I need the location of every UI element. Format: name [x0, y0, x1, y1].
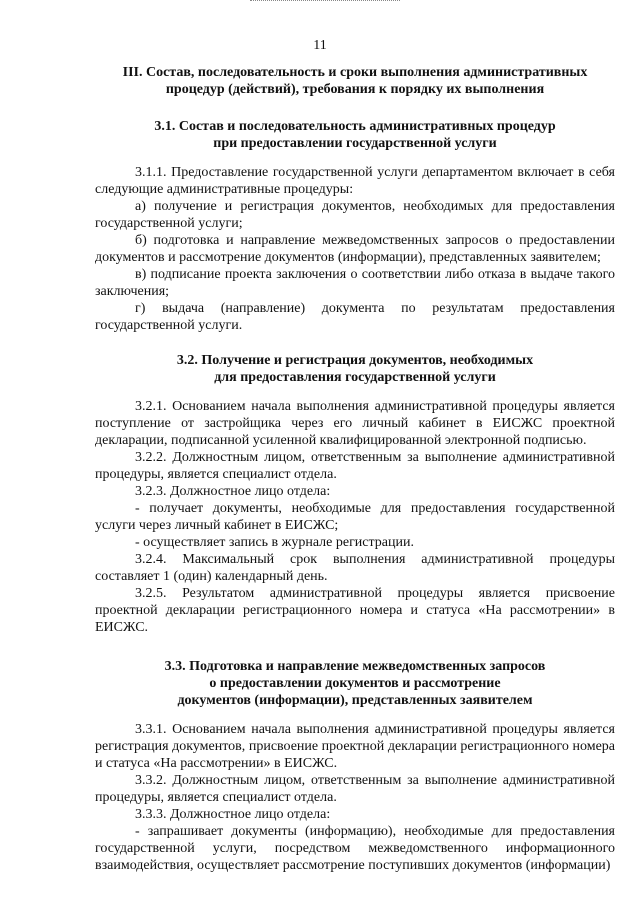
bullet-records-journal: - осуществляет запись в журнале регистрации. [135, 535, 414, 550]
subsection-3-3-title [95, 658, 615, 709]
bullet-requests-documents: - запрашивает документы (информацию), необходимые для предоставления государственной услуги, посредством межведомственного информационного взаимодействия, осуществляет рассмотрение поступивших документов (информации) [95, 824, 615, 873]
list-item-g: г) выдача (направление) документа по результатам предоставления государственной услуги. [95, 301, 615, 333]
paragraph-3-2-4: 3.2.4. Максимальный срок выполнения административной процедуры составляет 1 (один) календарный день. [95, 552, 615, 584]
section-title-line-1: III. Состав, последовательность и сроки выполнения административных [122, 65, 588, 80]
paragraph-3-3-3: 3.3.3. Должностное лицо отдела: [135, 807, 331, 822]
page-number: 11 [313, 38, 327, 53]
paragraph-3-3-2: 3.3.2. Должностным лицом, ответственным за выполнение административной процедуры, является специалист отдела. [95, 773, 615, 805]
list-item-v: в) подписание проекта заключения о соответствии либо отказа в выдаче такого заключения; [95, 267, 615, 299]
paragraph-3-2-5: 3.2.5. Результатом административной процедуры является присвоение проектной декларации регистрационного номера и статуса «На рассмотрении» в ЕИСЖС. [95, 586, 615, 635]
section-title [95, 64, 615, 98]
paragraph-3-3-1: 3.3.1. Основанием начала выполнения административной процедуры является регистрация документов, присвоение проектной декларации регистрационного номера и статуса «На рассмотрении» в ЕИСЖС. [95, 722, 615, 771]
document-body [95, 64, 615, 874]
paragraph-3-2-2: 3.2.2. Должностным лицом, ответственным за выполнение административной процедуры, является специалист отдела. [95, 450, 615, 482]
scan-edge-mark [250, 0, 400, 3]
bullet-receives-documents: - получает документы, необходимые для предоставления государственной услуги через личный кабинет в ЕИСЖС; [95, 501, 615, 533]
subsection-3-1-title-line-2: при предоставлении государственной услуги [213, 136, 497, 151]
subsection-3-1-title-line-1: 3.1. Состав и последовательность административных процедур [154, 119, 556, 134]
subsection-3-2-title-line-1: 3.2. Получение и регистрация документов, необходимых [176, 353, 534, 368]
subsection-3-3-title-line-2: о предоставлении документов и рассмотрение [209, 676, 501, 691]
list-item-a: а) получение и регистрация документов, необходимых для предоставления государственной услуги; [95, 199, 615, 231]
subsection-3-3-title-line-3: документов (информации), представленных заявителем [177, 693, 533, 708]
paragraph-3-2-3: 3.2.3. Должностное лицо отдела: [135, 484, 331, 499]
subsection-3-1-title [95, 118, 615, 152]
subsection-3-3-title-line-1: 3.3. Подготовка и направление межведомственных запросов [164, 659, 546, 674]
paragraph-3-1-1: 3.1.1. Предоставление государственной услуги департаментом включает в себя следующие административные процедуры: [95, 165, 615, 197]
section-title-line-2: процедур (действий), требования к порядку их выполнения [165, 82, 545, 97]
subsection-3-2-title [95, 352, 615, 386]
list-item-b: б) подготовка и направление межведомственных запросов о предоставлении документов и рассмотрение документов (информации), представленных заявителем; [95, 233, 615, 265]
subsection-3-2-title-line-2: для предоставления государственной услуги [214, 370, 496, 385]
paragraph-3-2-1: 3.2.1. Основанием начала выполнения административной процедуры является поступление от застройщика через его личный кабинет в ЕИСЖС проектной декларации, подписанной усиленной квалифицированной электронной подписью. [95, 399, 615, 448]
